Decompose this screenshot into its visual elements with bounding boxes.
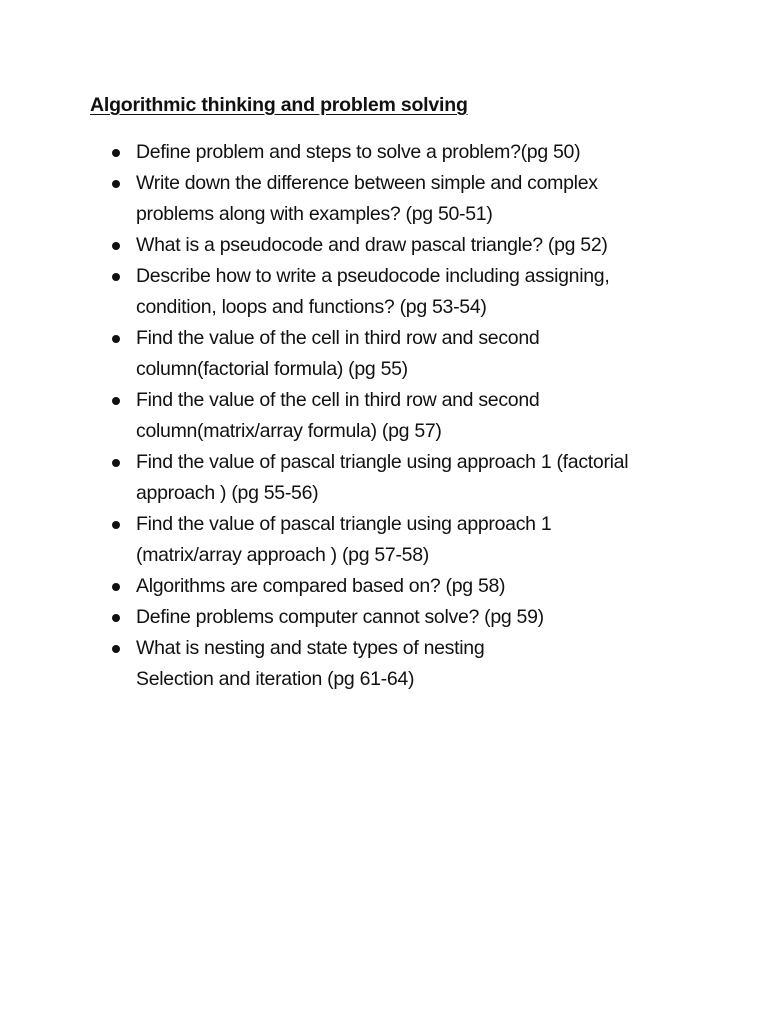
bullet-icon [112, 645, 120, 653]
bullet-icon [112, 149, 120, 157]
list-item-text: Find the value of pascal triangle using approach 1 [136, 513, 552, 535]
list-item [108, 230, 728, 261]
list-item-text: Define problems computer cannot solve? (pg 59) [136, 606, 544, 628]
bullet-icon [112, 397, 120, 405]
document-heading: Algorithmic thinking and problem solving [90, 94, 468, 116]
list-item [108, 323, 728, 385]
bullet-icon [112, 242, 120, 250]
list-item-text: (matrix/array approach ) (pg 57-58) [136, 544, 429, 566]
list-item-text: Algorithms are compared based on? (pg 58) [136, 575, 506, 597]
list-item-text: Define problem and steps to solve a problem?(pg 50) [136, 141, 581, 163]
list-item-text: column(matrix/array formula) (pg 57) [136, 420, 442, 442]
list-item-text: Find the value of pascal triangle using approach 1 (factorial [136, 451, 629, 473]
bullet-icon [112, 521, 120, 529]
list-item-text: Find the value of the cell in third row and second [136, 327, 540, 349]
list-item [108, 137, 728, 168]
list-item [108, 447, 728, 509]
list-item-text: Write down the difference between simple and complex [136, 172, 598, 194]
list-item-text: What is a pseudocode and draw pascal triangle? (pg 52) [136, 234, 608, 256]
bullet-icon [112, 273, 120, 281]
list-item-text: What is nesting and state types of nesting [136, 637, 485, 659]
list-item-text: problems along with examples? (pg 50-51) [136, 203, 493, 225]
list-item [108, 509, 728, 571]
list-item [108, 633, 728, 695]
bullet-icon [112, 583, 120, 591]
bullet-icon [112, 335, 120, 343]
question-list [108, 137, 728, 695]
list-item [108, 168, 728, 230]
list-item-text: Describe how to write a pseudocode including assigning, [136, 265, 610, 287]
list-item [108, 571, 728, 602]
list-item [108, 602, 728, 633]
list-item-text: approach ) (pg 55-56) [136, 482, 319, 504]
list-item-text: Find the value of the cell in third row and second [136, 389, 540, 411]
list-item [108, 261, 728, 323]
bullet-icon [112, 614, 120, 622]
list-item-text: condition, loops and functions? (pg 53-54) [136, 296, 487, 318]
bullet-icon [112, 180, 120, 188]
list-item-text: Selection and iteration (pg 61-64) [136, 668, 415, 690]
bullet-icon [112, 459, 120, 467]
list-item [108, 385, 728, 447]
list-item-text: column(factorial formula) (pg 55) [136, 358, 408, 380]
